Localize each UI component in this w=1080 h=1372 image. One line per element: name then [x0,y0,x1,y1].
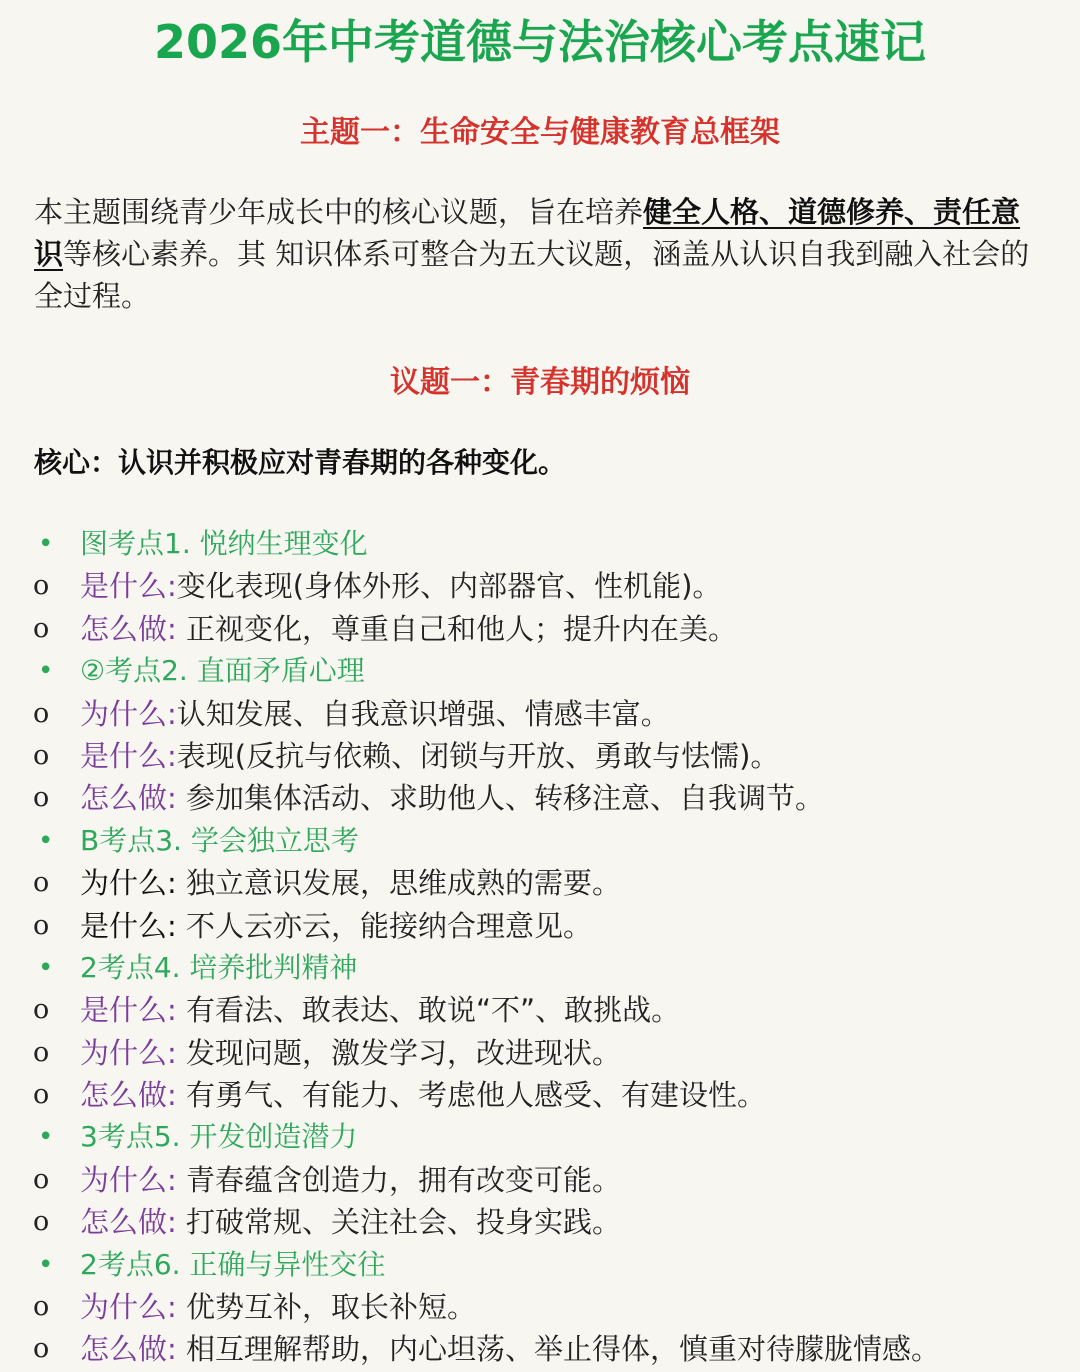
theme-heading: 主题一：生命安全与健康教育总框架 [300,115,780,150]
topic-heading: 议题一：青春期的烦恼 [390,365,690,400]
item-question-label: 是什么 [80,569,168,604]
bullet-dot-icon: • [38,656,54,687]
exam-point-item [0,1286,1080,1328]
item-question [80,693,670,735]
item-separator: : [167,908,177,943]
item-question [80,565,721,607]
item-question-label: 为什么 [80,866,168,901]
bullet-circle-icon: o [33,994,50,1026]
exam-point-label: 2考点4. 培养批判精神 [80,950,358,984]
item-question-label: 是什么 [80,908,168,943]
exam-point [0,1116,1080,1158]
item-answer: 不人云亦云，能接纳合理意见。 [176,908,593,943]
exam-point-item [0,1074,1080,1116]
item-answer: 参加集体活动、求助他人、转移注意、自我调节。 [176,781,825,816]
core-statement: 核心：认识并积极应对青春期的各种变化。 [34,446,567,479]
item-question-label: 是什么 [80,993,168,1028]
item-answer: 有勇气、有能力、考虑他人感受、有建设性。 [176,1078,767,1113]
item-question-label: 为什么 [80,1162,168,1197]
bullet-circle-icon: o [33,1079,50,1111]
bullet-circle-icon: o [33,909,50,941]
intro-text-after: 等核心素养。其 知识体系可整合为五大议题，涵盖从认识自我到融入社会的全过程。 [34,237,1030,313]
item-separator: : [167,738,177,773]
bullet-circle-icon: o [33,1206,50,1238]
exam-point-label: 3考点5. 开发创造潜力 [80,1120,358,1154]
exam-point-item [0,693,1080,735]
bullet-circle-icon: o [33,1333,50,1365]
item-separator: : [167,1162,177,1197]
item-separator: : [167,1205,177,1240]
item-answer: 有看法、敢表达、敢说“不”、敢挑战。 [176,993,681,1028]
bullet-circle-icon: o [33,1036,50,1068]
item-answer: 独立意识发展，思维成熟的需要。 [176,866,622,901]
item-separator: : [167,1078,177,1113]
exam-point-item [0,989,1080,1031]
exam-point [0,1244,1080,1286]
item-separator: : [167,696,177,731]
bullet-circle-icon: o [33,782,50,814]
exam-point-item [0,905,1080,947]
item-question [80,1159,621,1201]
item-separator: : [167,1290,177,1325]
exam-point [0,650,1080,692]
item-answer: 表现(反抗与依赖、闭锁与开放、勇敢与怯懦)。 [176,738,780,773]
item-question-label: 为什么 [80,1035,168,1070]
item-question-label: 怎么做 [80,1205,168,1240]
item-question-label: 为什么 [80,696,168,731]
item-question [80,735,779,777]
item-question-label: 怎么做 [80,611,168,646]
intro-emphasis: 健全人格、道德修养、责任意识 [34,195,1021,271]
item-question [80,777,824,819]
exam-point-item [0,777,1080,819]
intro-text-before: 本主题围绕青少年成长中的核心议题，旨在培养 [34,195,644,229]
item-question [80,1032,621,1074]
exam-point-item [0,608,1080,650]
item-answer: 发现问题，激发学习，改进现状。 [176,1035,622,1070]
item-answer: 变化表现(身体外形、内部器官、性机能)。 [176,569,722,604]
item-question [80,862,621,904]
exam-point-item [0,1328,1080,1370]
bullet-circle-icon: o [33,867,50,899]
item-separator: : [167,866,177,901]
item-answer: 青春蕴含创造力，拥有改变可能。 [176,1162,622,1197]
exam-point-label: 2考点6. 正确与异性交往 [80,1247,386,1281]
exam-point-label: 图考点1. 悦纳生理变化 [80,527,368,560]
bullet-dot-icon: • [38,825,54,856]
bullet-circle-icon: o [33,697,50,729]
intro-paragraph [34,191,1049,317]
item-question-label: 是什么 [80,738,168,773]
item-question [80,1201,621,1243]
exam-point [0,947,1080,989]
page-title: 2026年中考道德与法治核心考点速记 [153,15,927,69]
exam-point-item [0,565,1080,607]
bullet-circle-icon: o [33,570,50,602]
bullet-dot-icon: • [38,1249,54,1280]
item-question [80,1328,940,1370]
item-question [80,1286,476,1328]
item-separator: : [167,781,177,816]
exam-point-item [0,862,1080,904]
exam-point [0,820,1080,862]
exam-point-item [0,1159,1080,1201]
item-separator: : [167,993,177,1028]
exam-points-list [0,523,1080,1371]
item-separator: : [167,1035,177,1070]
item-question-label: 怎么做 [80,1078,168,1113]
exam-point-item [0,1032,1080,1074]
exam-point-label: B考点3. 学会独立思考 [80,823,359,857]
item-answer: 正视变化，尊重自己和他人；提升内在美。 [176,611,738,646]
item-question [80,989,680,1031]
bullet-circle-icon: o [33,1291,50,1323]
bullet-circle-icon: o [33,612,50,644]
item-question-label: 为什么 [80,1290,168,1325]
exam-point [0,523,1080,565]
item-question-label: 怎么做 [80,1332,168,1367]
bullet-dot-icon: • [38,529,54,559]
bullet-circle-icon: o [33,1163,50,1195]
exam-point-item [0,735,1080,777]
bullet-dot-icon: • [38,1122,54,1153]
item-separator: : [167,569,177,604]
item-answer: 优势互补，取长补短。 [176,1290,477,1325]
item-question [80,905,592,947]
item-question-label: 怎么做 [80,781,168,816]
bullet-circle-icon: o [33,739,50,771]
item-answer: 认知发展、自我意识增强、情感丰富。 [176,696,670,731]
bullet-dot-icon: • [38,952,54,983]
exam-point-item [0,1201,1080,1243]
item-answer: 打破常规、关注社会、投身实践。 [176,1205,622,1240]
item-question [80,608,737,650]
item-question [80,1074,766,1116]
exam-point-label: ②考点2. 直面矛盾心理 [80,654,365,688]
item-answer: 相互理解帮助，内心坦荡、举止得体，慎重对待朦胧情感。 [176,1332,941,1367]
item-separator: : [167,611,177,646]
item-separator: : [167,1332,177,1367]
